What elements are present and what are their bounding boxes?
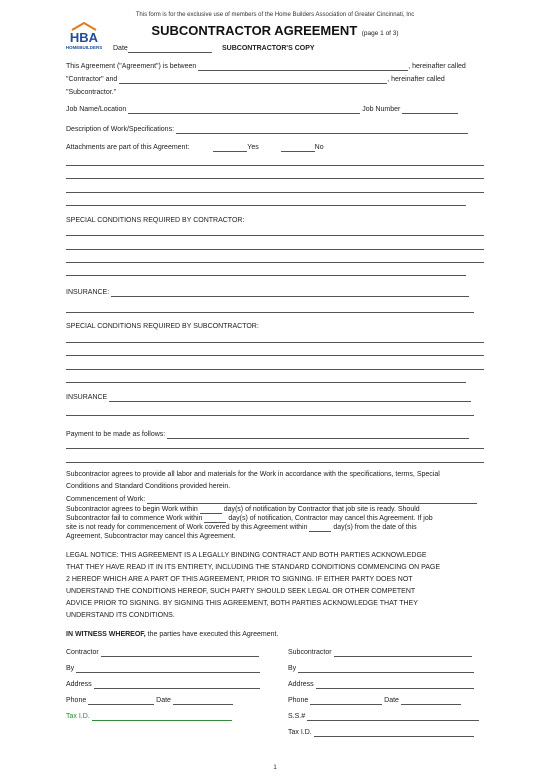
parties-line-2 [66, 75, 445, 84]
payment-field[interactable] [167, 431, 469, 439]
blank-line[interactable] [66, 355, 484, 356]
subcontractor-date-field[interactable] [401, 697, 461, 705]
witness-line [66, 630, 278, 639]
logo-caption: HOMEBUILDERS [65, 45, 103, 50]
witness-rest: the parties have executed this Agreement. [145, 631, 279, 638]
labor-line-1: Subcontractor agrees to provide all labor and materials for the Work in accordance with the specifications, terms, Special [66, 471, 440, 478]
job-number-field[interactable] [402, 106, 458, 114]
parties-line2-prefix: "Contractor" and [66, 76, 118, 83]
contractor-label: Contractor [66, 649, 99, 656]
contractor-field[interactable] [101, 649, 259, 657]
blank-line[interactable] [66, 275, 466, 276]
begin-days-field[interactable] [200, 506, 222, 514]
blank-line[interactable] [66, 448, 484, 449]
contractor-tax-row [66, 712, 232, 721]
subcontractor-address-row [288, 680, 474, 689]
fail-work-line [66, 514, 433, 523]
witness-bold: IN WITNESS WHEREOF, [66, 631, 146, 638]
blank-line[interactable] [66, 192, 484, 193]
blank-line[interactable] [66, 369, 484, 370]
commencement-label: Commencement of Work: [66, 496, 146, 503]
contractor-date-label: Date [156, 697, 171, 704]
subcontractor-phone-field[interactable] [310, 697, 382, 705]
payment-line [66, 430, 469, 439]
page-number: 1 [273, 765, 277, 771]
subcontractor-by-label: By [288, 665, 297, 672]
page-title: SUBCONTRACTOR AGREEMENT [151, 23, 358, 38]
attachments-line [66, 143, 324, 152]
subcontractor-field[interactable] [334, 649, 472, 657]
attachments-no-label: No [314, 144, 324, 151]
fail-days-field[interactable] [204, 515, 226, 523]
attachments-yes-field[interactable] [213, 144, 247, 152]
blank-line[interactable] [66, 312, 474, 313]
contractor-by-label: By [66, 665, 75, 672]
subcontractor-phone-label: Phone [288, 697, 309, 704]
contractor-date-field[interactable] [173, 697, 233, 705]
job-line [66, 105, 458, 114]
begin-work-text-b: day(s) of notification by Contractor that job site is ready. Should [223, 506, 420, 513]
date-line [113, 44, 212, 53]
description-line [66, 125, 468, 134]
subcontractor-address-field[interactable] [316, 681, 474, 689]
site-ready-days-field[interactable] [309, 524, 331, 532]
parties-line1-suffix: , hereinafter called [408, 63, 466, 70]
blank-line[interactable] [66, 415, 474, 416]
subcontractor-ssn-field[interactable] [307, 713, 479, 721]
legal-line-6: UNDERSTAND ITS CONDITIONS. [66, 612, 175, 619]
commencement-field[interactable] [147, 496, 477, 504]
special-conditions-contractor-heading: SPECIAL CONDITIONS REQUIRED BY CONTRACTOR: [66, 217, 245, 224]
site-ready-text-b: day(s) from the date of this [333, 524, 417, 531]
date-label: Date [113, 45, 128, 52]
insurance-line-1 [66, 288, 469, 297]
parties-line1-prefix: This Agreement ("Agreement") is between [66, 63, 197, 70]
parties-line2-suffix: , hereinafter called [387, 76, 445, 83]
job-number-label: Job Number [362, 106, 401, 113]
labor-line-2: Conditions and Standard Conditions provided herein. [66, 483, 231, 490]
contractor-tax-field[interactable] [92, 713, 232, 721]
site-ready-line-2: Agreement, Subcontractor may cancel this Agreement. [66, 533, 236, 540]
subcontractor-date-label: Date [384, 697, 399, 704]
copy-label: SUBCONTRACTOR'S COPY [222, 45, 315, 52]
header-notice: This form is for the exclusive use of members of the Home Builders Association of Greater Cincinnati, Inc [135, 12, 415, 18]
blank-line[interactable] [66, 249, 484, 250]
logo-letters: HBA [69, 30, 99, 45]
fail-work-text-b: day(s) of notification, Contractor may cancel this Agreement. If job [228, 515, 433, 522]
contractor-phone-label: Phone [66, 697, 87, 704]
blank-line[interactable] [66, 165, 484, 166]
blank-line[interactable] [66, 342, 484, 343]
legal-line-1: LEGAL NOTICE: THIS AGREEMENT IS A LEGALLY BINDING CONTRACT AND BOTH PARTIES ACKNOWLEDGE [66, 552, 427, 559]
blank-line[interactable] [66, 382, 466, 383]
subcontractor-tax-row [288, 728, 474, 737]
subcontractor-phone-row [288, 696, 461, 705]
attachments-label: Attachments are part of this Agreement: [66, 144, 190, 151]
site-ready-text-a: site is not ready for commencement of Work covered by this Agreement within [66, 524, 308, 531]
subcontractor-ssn-row [288, 712, 479, 721]
blank-line[interactable] [66, 262, 484, 263]
legal-line-5: ADVICE PRIOR TO SIGNING. BY SIGNING THIS AGREEMENT, BOTH PARTIES ACKNOWLEDGE THAT THEY [66, 600, 418, 607]
subcontractor-name-field[interactable] [119, 76, 387, 84]
legal-line-3: 2 HEREOF WHICH ARE A PART OF THIS AGREEMENT, PRIOR TO SIGNING. IF EITHER PARTY DOES NOT [66, 576, 413, 583]
payment-label: Payment to be made as follows: [66, 431, 166, 438]
site-ready-line [66, 523, 417, 532]
legal-line-2: THAT THEY HAVE READ IT IN ITS ENTIRETY, INCLUDING THE STANDARD CONDITIONS COMMENCING ON PAGE [66, 564, 441, 571]
job-name-field[interactable] [128, 106, 360, 114]
date-field[interactable] [128, 45, 212, 53]
commencement-line [66, 495, 477, 504]
blank-line[interactable] [66, 462, 484, 463]
subcontractor-sign-row [288, 648, 472, 657]
parties-line-3: "Subcontractor." [66, 89, 117, 96]
subcontractor-tax-label: Tax I.D. [288, 729, 312, 736]
subcontractor-address-label: Address [288, 681, 314, 688]
subcontractor-by-field[interactable] [298, 665, 474, 673]
title-block [0, 22, 550, 40]
page-info: (page 1 of 3) [361, 30, 399, 37]
contractor-name-field[interactable] [198, 63, 408, 71]
subcontractor-tax-field[interactable] [314, 729, 474, 737]
insurance-line-2 [66, 393, 471, 402]
contractor-by-field[interactable] [76, 665, 260, 673]
legal-line-4: UNDERSTAND THE CONDITIONS HEREOF, SUCH PARTY SHOULD SEEK LEGAL OR OTHER COMPETENT [66, 588, 416, 595]
insurance-field-1[interactable] [111, 289, 469, 297]
contractor-sign-row [66, 648, 259, 657]
insurance-label-2: INSURANCE [66, 394, 108, 401]
contractor-by-row [66, 664, 260, 673]
contractor-address-label: Address [66, 681, 92, 688]
begin-work-text-a: Subcontractor agrees to begin Work within [66, 506, 198, 513]
begin-work-line [66, 505, 420, 514]
subcontractor-by-row [288, 664, 474, 673]
contractor-address-row [66, 680, 260, 689]
insurance-field-2[interactable] [109, 394, 471, 402]
special-conditions-subcontractor-heading: SPECIAL CONDITIONS REQUIRED BY SUBCONTRACTOR: [66, 323, 259, 330]
blank-line[interactable] [66, 205, 466, 206]
blank-line[interactable] [66, 178, 484, 179]
description-label: Description of Work/Specifications: [66, 126, 175, 133]
contractor-address-field[interactable] [94, 681, 260, 689]
subcontractor-label: Subcontractor [288, 649, 332, 656]
blank-line[interactable] [66, 235, 484, 236]
attachments-no-field[interactable] [281, 144, 315, 152]
job-name-label: Job Name/Location [66, 106, 127, 113]
subcontractor-ssn-label: S.S.# [288, 713, 306, 720]
fail-work-text-a: Subcontractor fail to commence Work within [66, 515, 203, 522]
contractor-phone-row [66, 696, 233, 705]
attachments-yes-label: Yes [247, 144, 259, 151]
contractor-phone-field[interactable] [88, 697, 154, 705]
contractor-tax-label: Tax I.D. [66, 713, 90, 720]
insurance-label-1: INSURANCE: [66, 289, 110, 296]
description-field[interactable] [176, 126, 468, 134]
parties-line-1 [66, 62, 466, 71]
